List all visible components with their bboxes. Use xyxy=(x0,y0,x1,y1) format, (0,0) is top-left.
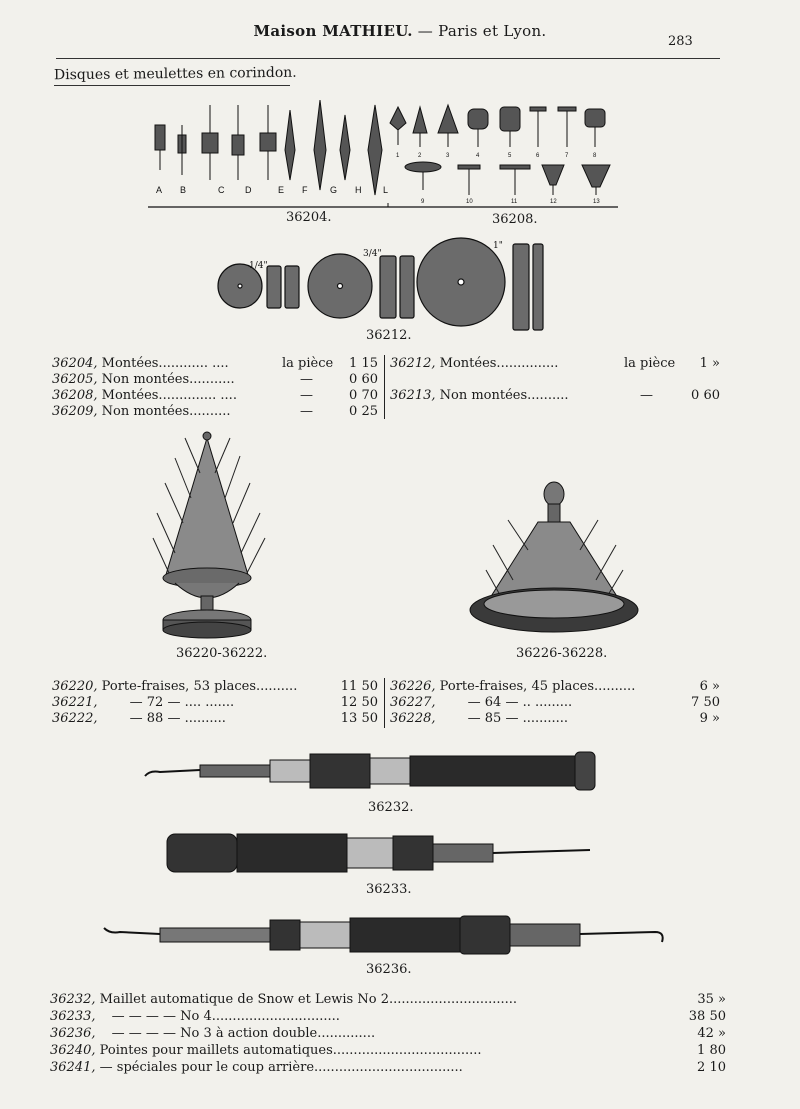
caption-36220: 36220-36222. xyxy=(176,646,268,661)
price: 1 80 xyxy=(678,1043,726,1058)
ref-number: 36228, xyxy=(390,711,436,726)
price-table-maillets xyxy=(50,992,726,1077)
disc-size-label: 1" xyxy=(493,241,503,251)
number-label: 11 xyxy=(511,199,518,205)
ref-number: 36221, xyxy=(52,695,98,710)
price: 12 50 xyxy=(340,695,378,710)
number-label: 4 xyxy=(476,153,480,159)
price: 13 50 xyxy=(340,711,378,726)
price: 1 » xyxy=(699,356,720,371)
table-row xyxy=(52,695,382,711)
ref-number: 36241, xyxy=(50,1060,96,1075)
caption-36232: 36232. xyxy=(368,800,414,815)
number-label: 3 xyxy=(446,153,450,159)
number-label: 1 xyxy=(396,153,400,159)
table-row xyxy=(390,711,720,727)
letter-label: A xyxy=(156,185,163,195)
caption-36226: 36226-36228. xyxy=(516,646,608,661)
letter-label: C xyxy=(218,185,225,195)
letter-label: E xyxy=(278,185,285,195)
price-table-porte-fraises-right xyxy=(390,679,720,727)
item-desc: — 85 — ........... xyxy=(467,711,569,726)
section-title: Disques et meulettes en corindon. xyxy=(53,64,297,84)
ref-number: 36212, xyxy=(390,356,436,371)
caption-36236: 36236. xyxy=(366,962,412,977)
price: 42 » xyxy=(678,1026,726,1041)
table-row xyxy=(390,695,720,711)
number-label: 12 xyxy=(550,199,557,205)
table-row xyxy=(52,356,382,372)
number-label: 5 xyxy=(508,153,512,159)
disc-size-label: 3/4" xyxy=(363,249,382,259)
table-row xyxy=(52,372,382,388)
unit: — xyxy=(300,372,313,387)
number-label: 13 xyxy=(593,199,600,205)
price: 11 50 xyxy=(340,679,378,694)
item-desc: Montées............... xyxy=(439,356,559,371)
item-desc: Montées.............. .... xyxy=(101,388,237,403)
item-desc: — 72 — .... ....... xyxy=(129,695,235,710)
table-row xyxy=(52,679,382,695)
price: 9 » xyxy=(699,711,720,726)
price: 2 10 xyxy=(678,1060,726,1075)
item-desc: — 64 — .. ......... xyxy=(467,695,573,710)
letter-label: D xyxy=(245,185,252,195)
number-label: 8 xyxy=(593,153,597,159)
item-desc: — spéciales pour le coup arrière.................................... xyxy=(99,1060,463,1075)
unit: la pièce xyxy=(624,356,676,371)
item-desc: Non montées.......... xyxy=(101,404,231,419)
figure-bur-holder-low xyxy=(468,480,643,640)
column-divider xyxy=(384,355,385,419)
ref-number: 36208, xyxy=(52,388,98,403)
unit: — xyxy=(300,404,313,419)
figure-discs xyxy=(215,238,555,333)
ref-number: 36240, xyxy=(50,1043,96,1058)
letter-label: F xyxy=(302,185,308,195)
item-desc: Pointes pour maillets automatiques.................................... xyxy=(99,1043,482,1058)
letter-label: B xyxy=(180,185,187,195)
caption-36204: 36204. xyxy=(286,210,332,225)
number-label: 9 xyxy=(421,199,425,205)
table-row xyxy=(52,711,382,727)
unit: — xyxy=(300,388,313,403)
price: 0 60 xyxy=(349,372,378,387)
unit: — xyxy=(640,388,653,403)
ref-number: 36236, xyxy=(50,1026,96,1041)
item-desc: — — — — No 3 à action double.............. xyxy=(111,1026,376,1041)
price-table-disques-right xyxy=(390,356,720,404)
item-desc: Maillet automatique de Snow et Lewis No 2............................... xyxy=(99,992,518,1007)
price: 1 15 xyxy=(349,356,378,371)
figure-mallet-36236 xyxy=(100,910,670,960)
price: 6 » xyxy=(699,679,720,694)
ref-number: 36227, xyxy=(390,695,436,710)
item-desc: Porte-fraises, 45 places.......... xyxy=(439,679,636,694)
table-row xyxy=(390,679,720,695)
number-label: 2 xyxy=(418,153,422,159)
letter-label: G xyxy=(330,185,338,195)
ref-number: 36233, xyxy=(50,1009,96,1024)
price: 0 60 xyxy=(691,388,720,403)
price: 0 25 xyxy=(349,404,378,419)
table-row xyxy=(50,1009,726,1026)
number-label: 6 xyxy=(536,153,540,159)
item-desc: Non montées.......... xyxy=(439,388,569,403)
table-row xyxy=(390,356,720,388)
price-table-disques-left xyxy=(52,356,382,420)
item-desc: — — — — No 4............................... xyxy=(111,1009,340,1024)
item-desc: — 88 — .......... xyxy=(129,711,226,726)
ref-number: 36213, xyxy=(390,388,436,403)
table-row xyxy=(50,1043,726,1060)
caption-36233: 36233. xyxy=(366,882,412,897)
price-table-porte-fraises-left xyxy=(52,679,382,727)
ref-number: 36232, xyxy=(50,992,96,1007)
figure-grinding-points xyxy=(140,95,630,225)
price: 38 50 xyxy=(678,1009,726,1024)
section-underline xyxy=(54,85,290,86)
letter-label: L xyxy=(383,185,389,195)
caption-36208: 36208. xyxy=(492,212,538,227)
table-row xyxy=(50,1026,726,1043)
ref-number: 36222, xyxy=(52,711,98,726)
caption-36212: 36212. xyxy=(366,328,412,343)
number-label: 7 xyxy=(565,153,569,159)
figure-mallet-36233 xyxy=(165,828,595,878)
ref-number: 36220, xyxy=(52,679,98,694)
price: 7 50 xyxy=(691,695,720,710)
unit: la pièce xyxy=(282,356,334,371)
page-number: 283 xyxy=(668,34,693,49)
table-row xyxy=(52,404,382,420)
item-desc: Non montées........... xyxy=(101,372,235,387)
number-label: 10 xyxy=(466,199,473,205)
price: 0 70 xyxy=(349,388,378,403)
item-desc: Montées............ .... xyxy=(101,356,229,371)
table-row xyxy=(50,1060,726,1077)
header-rule xyxy=(56,58,720,59)
ref-number: 36205, xyxy=(52,372,98,387)
ref-number: 36204, xyxy=(52,356,98,371)
table-row xyxy=(50,992,726,1009)
ref-number: 36226, xyxy=(390,679,436,694)
price: 35 » xyxy=(678,992,726,1007)
item-desc: Porte-fraises, 53 places.......... xyxy=(101,679,298,694)
table-row xyxy=(52,388,382,404)
disc-size-label: 1/4" xyxy=(249,261,268,271)
figure-bur-holder-tall xyxy=(145,428,275,643)
ref-number: 36209, xyxy=(52,404,98,419)
figure-mallet-36232 xyxy=(140,748,605,798)
letter-label: H xyxy=(355,185,362,195)
company-name: Maison MATHIEU. xyxy=(253,22,413,40)
header-location: — Paris et Lyon. xyxy=(412,22,547,40)
column-divider xyxy=(384,678,385,728)
table-row xyxy=(390,388,720,404)
